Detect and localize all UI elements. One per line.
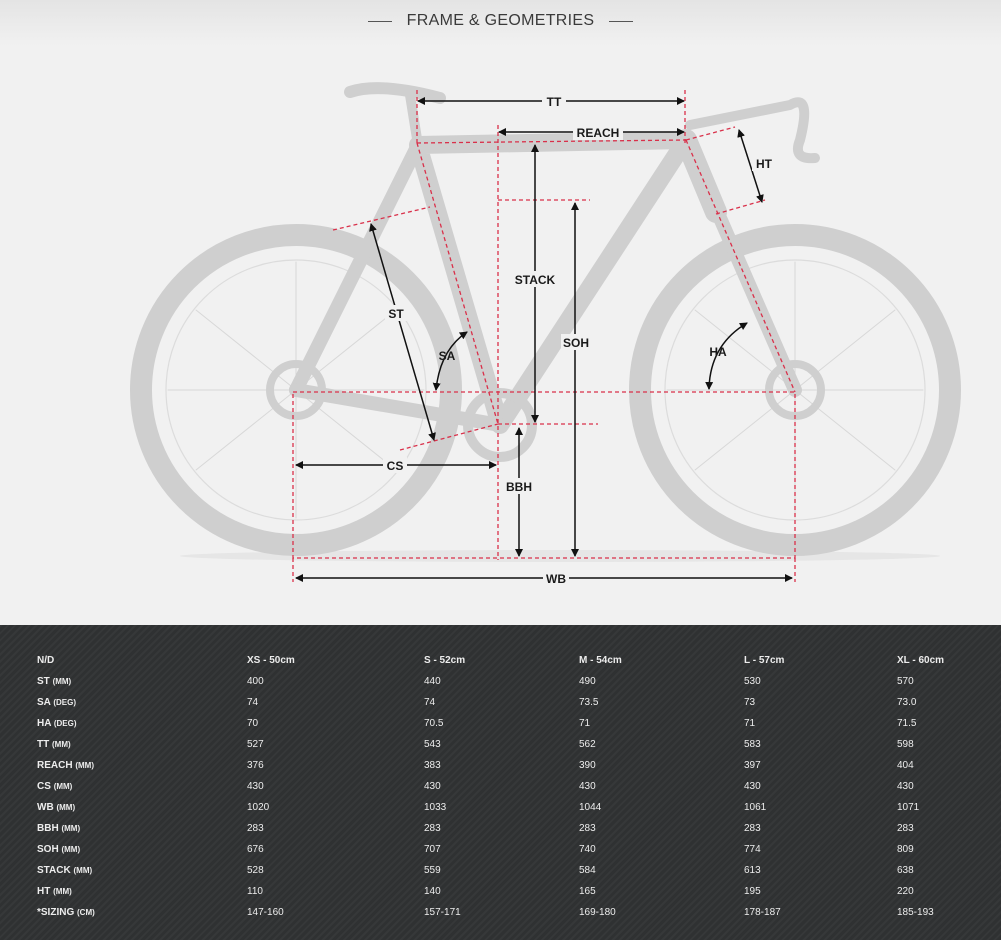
row-label-unit: (MM) <box>53 887 72 896</box>
label-bbh: BBH <box>506 480 532 494</box>
row-label <box>37 692 247 713</box>
table-cell: 165 <box>579 886 596 897</box>
table-cell: 740 <box>579 844 596 855</box>
label-reach: REACH <box>576 126 620 140</box>
header-cell-m: M - 54cm <box>579 655 622 666</box>
table-cell: 283 <box>579 823 596 834</box>
title-line-right <box>609 21 633 22</box>
table-cell: 283 <box>744 823 761 834</box>
row-label-unit: (MM) <box>61 824 81 833</box>
table-cell: 440 <box>424 676 441 687</box>
row-label <box>37 797 247 818</box>
row-label-unit: (MM) <box>75 761 94 770</box>
header <box>0 0 1001 46</box>
table-cell: 430 <box>424 781 441 792</box>
bike-silhouette <box>141 88 950 545</box>
table-row <box>37 776 977 797</box>
table-cell: 74 <box>247 697 259 708</box>
row-label-name: HT <box>37 886 51 897</box>
table-cell: 570 <box>897 676 914 687</box>
table-cell: 598 <box>897 739 914 750</box>
table-cell: 528 <box>247 865 264 876</box>
table-cell: 73.5 <box>579 697 599 708</box>
row-label <box>37 755 247 776</box>
dimension-arrows <box>296 101 792 578</box>
table-cell: 583 <box>744 739 761 750</box>
table-cell: 140 <box>424 886 441 897</box>
table-cell: 195 <box>744 886 761 897</box>
table-cell: 1020 <box>247 802 270 813</box>
table-cell: 400 <box>247 676 264 687</box>
label-stack: STACK <box>514 273 556 287</box>
label-st: ST <box>388 307 404 321</box>
row-label <box>37 860 247 881</box>
row-label-unit: (MM) <box>52 740 71 749</box>
table-cell: 1071 <box>897 802 920 813</box>
table-cell: 584 <box>579 865 596 876</box>
row-label <box>37 902 247 923</box>
label-ha: HA <box>709 345 727 359</box>
label-tt: TT <box>546 95 562 109</box>
header-cell-s: S - 52cm <box>424 655 466 666</box>
table-row <box>37 818 977 839</box>
row-label-name: SOH <box>37 844 59 855</box>
row-label-name: TT <box>37 739 50 750</box>
row-label-name: SA <box>37 697 51 708</box>
table-cell: 71.5 <box>897 718 917 729</box>
table-header-row <box>37 650 977 671</box>
table-cell: 283 <box>897 823 914 834</box>
table-cell: 430 <box>247 781 264 792</box>
table-cell: 110 <box>247 886 263 897</box>
row-label <box>37 671 247 692</box>
label-soh: SOH <box>562 336 590 350</box>
table-cell: 283 <box>424 823 441 834</box>
table-cell: 562 <box>579 739 596 750</box>
table-cell: 73.0 <box>897 697 917 708</box>
row-label-name: HA <box>37 718 52 729</box>
table-body <box>37 671 977 923</box>
saddle <box>350 88 440 98</box>
table-cell: 220 <box>897 886 914 897</box>
table-cell: 1061 <box>744 802 767 813</box>
table-row <box>37 755 977 776</box>
table-cell: 147-160 <box>247 907 284 918</box>
row-label-name: STACK <box>37 865 71 876</box>
geometry-table-section <box>0 625 1001 940</box>
table-cell: 404 <box>897 760 914 771</box>
row-label-unit: (DEG) <box>53 698 76 707</box>
row-label <box>37 713 247 734</box>
table-row <box>37 734 977 755</box>
table-cell: 178-187 <box>744 907 781 918</box>
row-label <box>37 839 247 860</box>
row-label-unit: (MM) <box>52 677 72 686</box>
table-cell: 559 <box>424 865 441 876</box>
table-cell: 613 <box>744 865 761 876</box>
table-cell: 430 <box>897 781 914 792</box>
table-row <box>37 860 977 881</box>
table-row <box>37 902 977 923</box>
table-cell: 283 <box>247 823 264 834</box>
table-cell: 638 <box>897 865 914 876</box>
label-wb: WB <box>546 572 566 586</box>
row-label <box>37 881 247 902</box>
table-cell: 71 <box>744 718 756 729</box>
dimension-guides <box>293 90 795 582</box>
table-cell: 774 <box>744 844 761 855</box>
row-label-name: *SIZING <box>37 907 75 918</box>
header-cell-xs: XS - 50cm <box>247 655 295 666</box>
table-row <box>37 671 977 692</box>
table-cell: 73 <box>744 697 756 708</box>
table-row <box>37 839 977 860</box>
geometry-svg <box>0 46 1001 625</box>
handlebar <box>690 102 815 158</box>
geometry-table <box>37 650 977 923</box>
header-cell-l: L - 57cm <box>744 655 785 666</box>
row-label-unit: (MM) <box>53 782 73 791</box>
table-cell: 430 <box>579 781 596 792</box>
table-row <box>37 713 977 734</box>
table-cell: 169-180 <box>579 907 616 918</box>
row-label <box>37 818 247 839</box>
table-cell: 71 <box>579 718 591 729</box>
table-cell: 376 <box>247 760 264 771</box>
row-label-name: ST <box>37 676 50 687</box>
row-label-unit: (CM) <box>77 908 95 917</box>
table-cell: 383 <box>424 760 441 771</box>
table-cell: 397 <box>744 760 761 771</box>
table-cell: 185-193 <box>897 907 934 918</box>
row-label-unit: (MM) <box>56 803 76 812</box>
page-title: FRAME & GEOMETRIES <box>406 12 595 29</box>
table-cell: 527 <box>247 739 264 750</box>
label-ht: HT <box>756 157 772 171</box>
table-row <box>37 881 977 902</box>
table-cell: 530 <box>744 676 761 687</box>
label-cs: CS <box>386 459 404 473</box>
row-label-name: REACH <box>37 760 73 771</box>
table-cell: 676 <box>247 844 264 855</box>
table-cell: 70.5 <box>424 718 444 729</box>
title-wrap <box>0 12 1001 30</box>
row-label-name: BBH <box>37 823 59 834</box>
title-line-left <box>368 21 392 22</box>
row-label-name: WB <box>37 802 54 813</box>
header-cell-xl: XL - 60cm <box>897 655 945 666</box>
table-row <box>37 692 977 713</box>
table-cell: 490 <box>579 676 596 687</box>
table-cell: 430 <box>744 781 761 792</box>
row-label-name: CS <box>37 781 51 792</box>
table-cell: 809 <box>897 844 914 855</box>
table-cell: 157-171 <box>424 907 461 918</box>
table-cell: 1044 <box>579 802 602 813</box>
table-cell: 70 <box>247 718 259 729</box>
table-cell: 543 <box>424 739 441 750</box>
table-cell: 1033 <box>424 802 447 813</box>
geometry-diagram <box>0 46 1001 625</box>
table-row <box>37 797 977 818</box>
row-label <box>37 776 247 797</box>
table-cell: 74 <box>424 697 436 708</box>
table-cell: 390 <box>579 760 596 771</box>
row-label-unit: (DEG) <box>53 719 77 728</box>
row-label <box>37 734 247 755</box>
header-cell-nd: N/D <box>37 655 55 666</box>
label-sa: SA <box>438 349 456 363</box>
row-label-unit: (MM) <box>61 845 81 854</box>
table-cell: 707 <box>424 844 441 855</box>
row-label-unit: (MM) <box>73 866 93 875</box>
